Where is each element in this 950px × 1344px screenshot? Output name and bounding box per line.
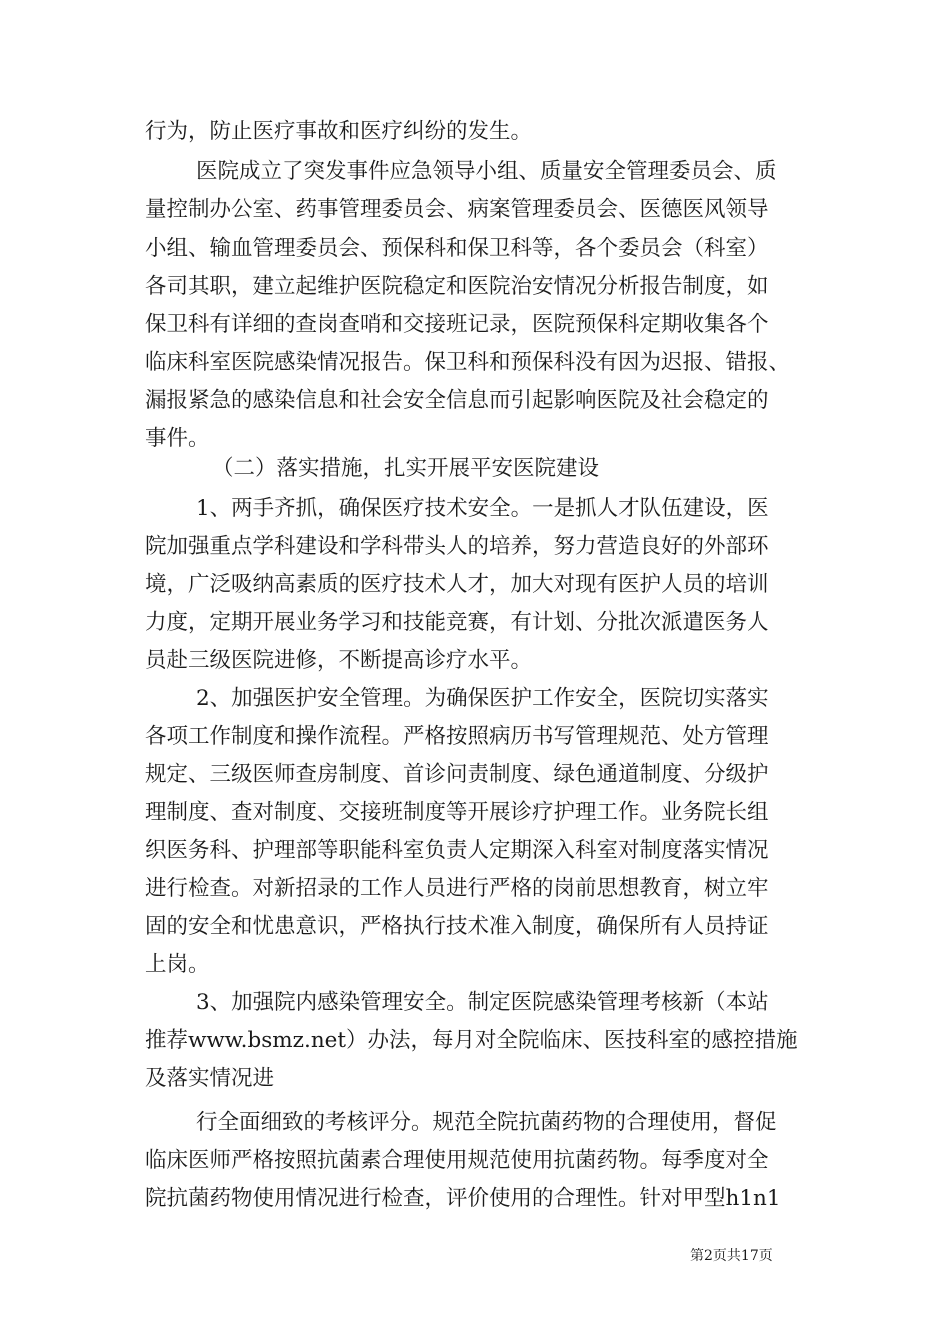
text-line: 境，广泛吸纳高素质的医疗技术人才，加大对现有医护人员的培训 — [145, 572, 769, 597]
text-line: 3、加强院内感染管理安全。制定医院感染管理考核新（本站 — [196, 990, 769, 1015]
text-line: 行全面细致的考核评分。规范全院抗菌药物的合理使用，督促 — [196, 1110, 777, 1135]
text-line: 2、加强医护安全管理。为确保医护工作安全，医院切实落实 — [196, 686, 769, 711]
text-line: 1、两手齐抓，确保医疗技术安全。一是抓人才队伍建设，医 — [196, 496, 769, 521]
text-line: 各司其职，建立起维护医院稳定和医院治安情况分析报告制度，如 — [145, 274, 769, 299]
text-line: 医院成立了突发事件应急领导小组、质量安全管理委员会、质 — [196, 159, 777, 184]
section-heading: （二）落实措施，扎实开展平安医院建设 — [212, 456, 600, 481]
text-line: 固的安全和忧患意识，严格执行技术准入制度，确保所有人员持证 — [145, 914, 769, 939]
text-line: 及落实情况进 — [145, 1066, 275, 1091]
text-line: 上岗。 — [145, 952, 210, 977]
page-number-footer: 第2页共17页 — [690, 1248, 773, 1264]
text-line: 员赴三级医院进修，不断提高诊疗水平。 — [145, 648, 533, 673]
text-line: 小组、输血管理委员会、预保科和保卫科等，各个委员会（科室） — [145, 236, 769, 261]
text-line: 织医务科、护理部等职能科室负责人定期深入科室对制度落实情况 — [145, 838, 769, 863]
text-line: 临床医师严格按照抗菌素合理使用规范使用抗菌药物。每季度对全 — [145, 1148, 769, 1173]
text-line: 院加强重点学科建设和学科带头人的培养，努力营造良好的外部环 — [145, 534, 769, 559]
text-line: 力度，定期开展业务学习和技能竞赛，有计划、分批次派遣医务人 — [145, 610, 769, 635]
text-line: 推荐www.bsmz.net）办法，每月对全院临床、医技科室的感控措施 — [145, 1028, 798, 1053]
text-line: 行为，防止医疗事故和医疗纠纷的发生。 — [145, 119, 533, 144]
text-line: 各项工作制度和操作流程。严格按照病历书写管理规范、处方管理 — [145, 724, 769, 749]
text-line: 规定、三级医师查房制度、首诊问责制度、绿色通道制度、分级护 — [145, 762, 769, 787]
text-line: 院抗菌药物使用情况进行检查，评价使用的合理性。针对甲型h1n1 — [145, 1186, 781, 1211]
text-line: 临床科室医院感染情况报告。保卫科和预保科没有因为迟报、错报、 — [145, 350, 791, 375]
text-line: 事件。 — [145, 426, 210, 451]
text-line: 保卫科有详细的查岗查哨和交接班记录，医院预保科定期收集各个 — [145, 312, 769, 337]
text-line: 进行检查。对新招录的工作人员进行严格的岗前思想教育，树立牢 — [145, 876, 769, 901]
text-line: 漏报紧急的感染信息和社会安全信息而引起影响医院及社会稳定的 — [145, 388, 769, 413]
text-line: 理制度、查对制度、交接班制度等开展诊疗护理工作。业务院长组 — [145, 800, 769, 825]
text-line: 量控制办公室、药事管理委员会、病案管理委员会、医德医风领导 — [145, 197, 769, 222]
